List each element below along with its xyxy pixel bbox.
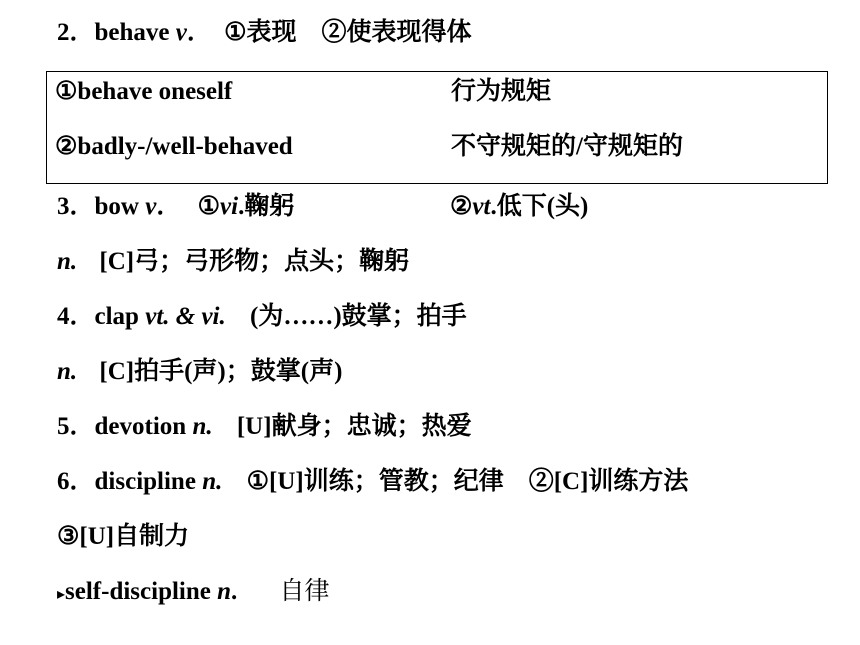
meanings: [C]拍手(声)；鼓掌(声) [99, 358, 343, 385]
entry-number: 6． [57, 468, 95, 495]
headword: bow [94, 193, 139, 220]
meanings: [C]弓；弓形物；点头；鞠躬 [99, 248, 410, 275]
derived-word-entry [57, 577, 330, 610]
phrase-1-meaning: 行为规矩 [451, 78, 552, 105]
triangle-bullet-icon: ▸ [57, 586, 66, 603]
separator: ． [156, 193, 182, 220]
sense-1-marker: ① [197, 193, 221, 220]
phrase-2: ②badly-/well-behaved [55, 133, 293, 160]
entry-number: 3． [57, 193, 95, 220]
part-of-speech: v [175, 19, 187, 46]
part-of-speech: n [217, 578, 232, 605]
sense-1-pos: vi [220, 193, 239, 220]
meanings: ①表现 ②使表现得体 [224, 19, 472, 46]
part-of-speech: n. [57, 358, 78, 385]
headword: devotion [94, 413, 187, 440]
entry-number: 5． [57, 413, 95, 440]
meanings: [U]献身；忠诚；热爱 [236, 413, 472, 440]
meanings: (为……)鼓掌；拍手 [250, 303, 467, 330]
phrase-2-meaning: 不守规矩的/守规矩的 [451, 133, 683, 160]
part-of-speech: v [145, 193, 157, 220]
sense-2-marker: ② [450, 193, 473, 220]
part-of-speech: n. [202, 468, 223, 495]
entry-3 [57, 192, 294, 222]
meanings: ①[U]训练；管教；纪律 ②[C]训练方法 [246, 468, 689, 495]
entry-number: 4． [57, 303, 95, 330]
headword: behave [94, 19, 170, 46]
entry-3-noun [57, 247, 409, 277]
entry-number: 2． [57, 19, 95, 46]
part-of-speech: n. [57, 248, 78, 275]
entry-3-sense-2 [450, 192, 588, 222]
separator: ． [186, 19, 212, 46]
phrase-box [46, 71, 828, 184]
meanings: 自律 [279, 578, 330, 605]
sense-2-pos: vt [472, 193, 491, 220]
entry-4 [57, 302, 467, 332]
part-of-speech: n. [192, 413, 213, 440]
entry-6-continued: ③[U]自制力 [57, 523, 190, 550]
sense-1-text: .鞠躬 [238, 193, 295, 220]
part-of-speech: vt. & vi. [145, 303, 226, 330]
entry-2 [57, 18, 472, 48]
sense-2-text: .低下(头) [490, 193, 589, 220]
separator: . [231, 578, 238, 605]
headword: self-discipline [65, 578, 211, 605]
phrase-1: ①behave oneself [55, 78, 233, 105]
entry-4-noun [57, 357, 342, 387]
headword: clap [94, 303, 139, 330]
headword: discipline [94, 468, 196, 495]
entry-5 [57, 412, 472, 442]
entry-6 [57, 467, 688, 497]
